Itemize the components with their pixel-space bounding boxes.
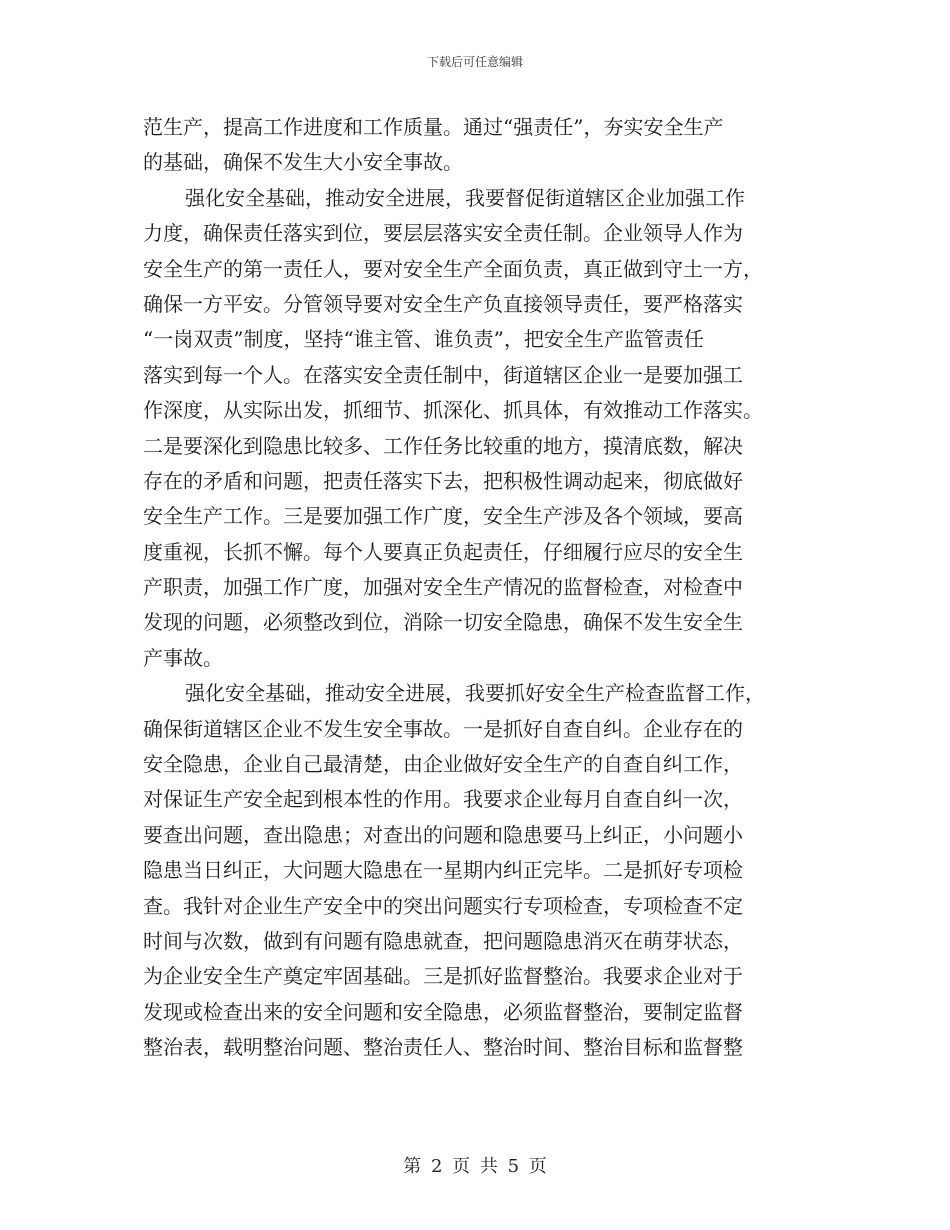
text-line: 力度，确保责任落实到位，要层层落实安全责任制。企业领导人作为	[143, 221, 743, 246]
text-line: 确保街道辖区企业不发生安全事故。一是抓好自查自纠。企业存在的	[143, 716, 743, 741]
text-line: 要查出问题，查出隐患；对查出的问题和隐患要马上纠正，小问题小	[143, 822, 743, 847]
text-line: 确保一方平安。分管领导要对安全生产负直接领导责任，要严格落实	[143, 291, 743, 316]
text-line: “一岗双责”制度，坚持“谁主管、谁负责”，把安全生产监管责任	[143, 327, 704, 352]
text-line: 发现的问题，必须整改到位，消除一切安全隐患，确保不发生安全生	[143, 610, 743, 635]
page-number: 第 2 页 共 5 页	[403, 1156, 547, 1177]
text-line: 范生产，提高工作进度和工作质量。通过“强责任”，夯实安全生产	[143, 115, 724, 139]
text-line: 整治表，载明整治问题、整治责任人、整治时间、整治目标和监督整	[143, 1035, 743, 1060]
text-line: 二是要深化到隐患比较多、工作任务比较重的地方，摸清底数，解决	[143, 433, 743, 458]
text-line: 安全生产工作。三是要加强工作广度，安全生产涉及各个领域，要高	[143, 504, 743, 529]
text-line: 安全生产的第一责任人，要对安全生产全面负责，真正做到守土一方，	[143, 256, 763, 281]
text-line: 发现或检查出来的安全问题和安全隐患，必须监督整治，要制定监督	[143, 999, 743, 1024]
text-line: 查。我针对企业生产安全中的突出问题实行专项检查，专项检查不定	[143, 893, 743, 918]
text-line: 隐患当日纠正，大问题大隐患在一星期内纠正完毕。二是抓好专项检	[143, 858, 743, 883]
paragraph-first-line: 强化安全基础，推动安全进展，我要抓好安全生产检查监督工作，	[185, 681, 765, 706]
text-line: 为企业安全生产奠定牢固基础。三是抓好监督整治。我要求企业对于	[143, 964, 743, 989]
text-line: 产职责，加强工作广度，加强对安全生产情况的监督检查，对检查中	[143, 575, 743, 600]
text-line: 度重视，长抓不懈。每个人要真正负起责任，仔细履行应尽的安全生	[143, 539, 743, 564]
text-line: 存在的矛盾和问题，把责任落实下去，把积极性调动起来，彻底做好	[143, 468, 743, 493]
page-header: 下载后可任意编辑	[426, 55, 523, 69]
text-line: 安全隐患，企业自己最清楚，由企业做好安全生产的自查自纠工作，	[143, 752, 743, 777]
text-line: 的基础，确保不发生大小安全事故。	[143, 150, 463, 175]
text-line: 落实到每一个人。在落实安全责任制中，街道辖区企业一是要加强工	[143, 362, 743, 387]
text-line: 对保证生产安全起到根本性的作用。我要求企业每月自查自纠一次，	[143, 787, 743, 812]
text-line: 产事故。	[143, 645, 223, 670]
text-line: 作深度，从实际出发，抓细节、抓深化、抓具体，有效推动工作落实。	[143, 398, 763, 423]
paragraph-first-line: 强化安全基础，推动安全进展，我要督促街道辖区企业加强工作	[185, 185, 745, 210]
document-body	[143, 110, 807, 1066]
text-line: 时间与次数，做到有问题有隐患就查，把问题隐患消灭在萌芽状态，	[143, 928, 743, 953]
